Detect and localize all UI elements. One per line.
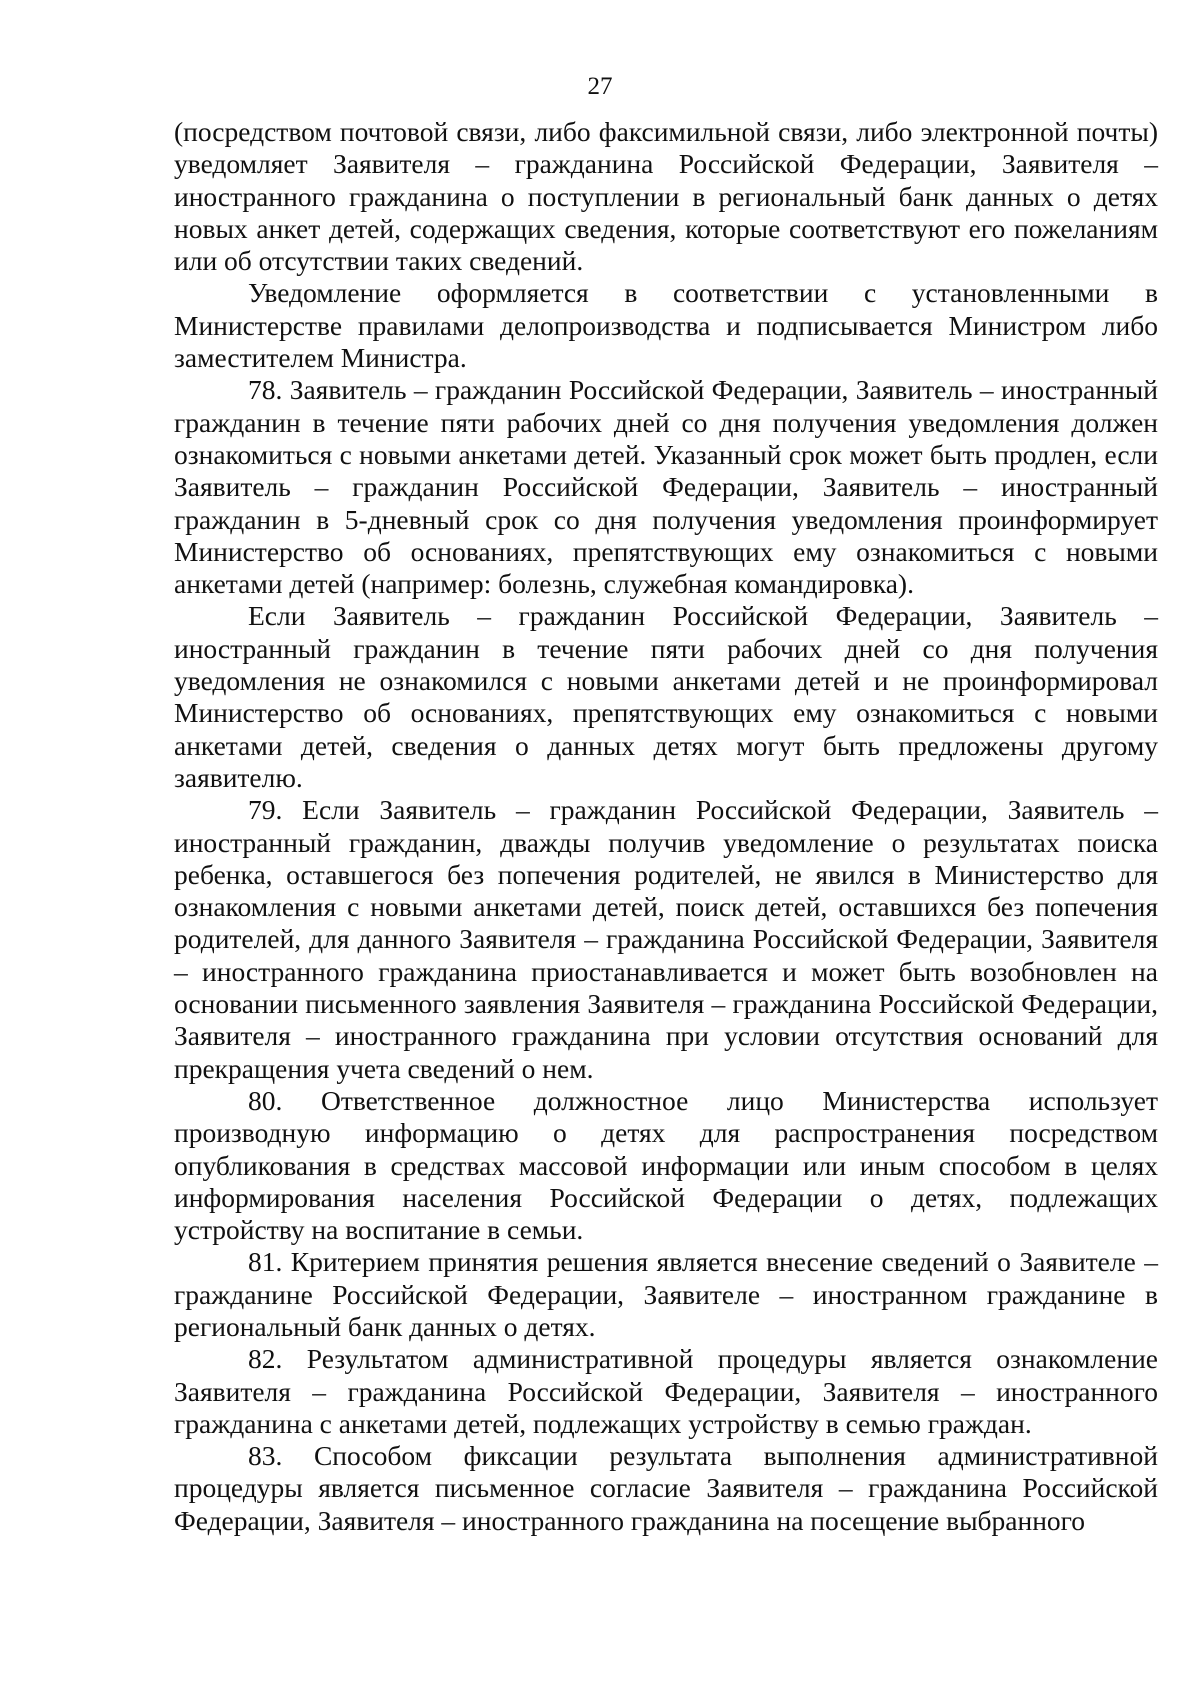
paragraph-4: Если Заявитель – гражданин Российской Федерации, Заявитель – иностранный гражданин в течение пяти рабочих дней со дня получения уведомления не ознакомился с новыми анкетами детей и не проинформировал Министерство об основаниях, препятствующих ему ознакомиться с новыми анкетами детей, сведения о данных детях могут быть предложены другому заявителю. (174, 600, 1158, 793)
paragraph-6: 80. Ответственное должностное лицо Министерства использует производную информацию о детях для распространения посредством опубликования в средствах массовой информации или иным способом в целях информирования населения Российской Федерации о детях, подлежащих устройству на воспитание в семьи. (174, 1084, 1158, 1246)
paragraph-3: 78. Заявитель – гражданин Российской Федерации, Заявитель – иностранный гражданин в течение пяти рабочих дней со дня получения уведомления должен ознакомиться с новыми анкетами детей. Указанный срок может быть продлен, если Заявитель – гражданин Российской Федерации, Заявитель – иностранный гражданин в 5-дневный срок со дня получения уведомления проинформирует Министерство об основаниях, препятствующих ему ознакомиться с новыми анкетами детей (например: болезнь, служебная командировка). (174, 374, 1158, 600)
page-number: 27 (587, 73, 613, 100)
paragraph-2: Уведомление оформляется в соответствии с установленными в Министерстве правилами делопроизводства и подписывается Министром либо заместителем Министра. (174, 277, 1158, 374)
paragraph-7: 81. Критерием принятия решения является внесение сведений о Заявителе – гражданине Российской Федерации, Заявителе – иностранном гражданине в региональный банк данных о детях. (174, 1246, 1158, 1342)
paragraph-1: (посредством почтовой связи, либо факсимильной связи, либо электронной почты) уведомляет Заявителя – гражданина Российской Федерации, Заявителя – иностранного гражданина о поступлении в региональный банк данных о детях новых анкет детей, содержащих сведения, которые соответствуют его пожеланиям или об отсутствии таких сведений. (174, 116, 1158, 277)
document-body (174, 116, 1158, 1537)
paragraph-8: 82. Результатом административной процедуры является ознакомление Заявителя – гражданина Российской Федерации, Заявителя – иностранного гражданина с анкетами детей, подлежащих устройству в семью граждан. (174, 1343, 1158, 1439)
paragraph-9: 83. Способом фиксации результата выполнения административной процедуры является письменное согласие Заявителя – гражданина Российской Федерации, Заявителя – иностранного гражданина на посещение выбранного (174, 1440, 1158, 1536)
paragraph-5: 79. Если Заявитель – гражданин Российской Федерации, Заявитель – иностранный гражданин, дважды получив уведомление о результатах поиска ребенка, оставшегося без попечения родителей, не явился в Министерство для ознакомления с новыми анкетами детей, поиск детей, оставшихся без попечения родителей, для данного Заявителя – гражданина Российской Федерации, Заявителя – иностранного гражданина приостанавливается и может быть возобновлен на основании письменного заявления Заявителя – гражданина Российской Федерации, Заявителя – иностранного гражданина при условии отсутствия оснований для прекращения учета сведений о нем. (174, 794, 1158, 1084)
